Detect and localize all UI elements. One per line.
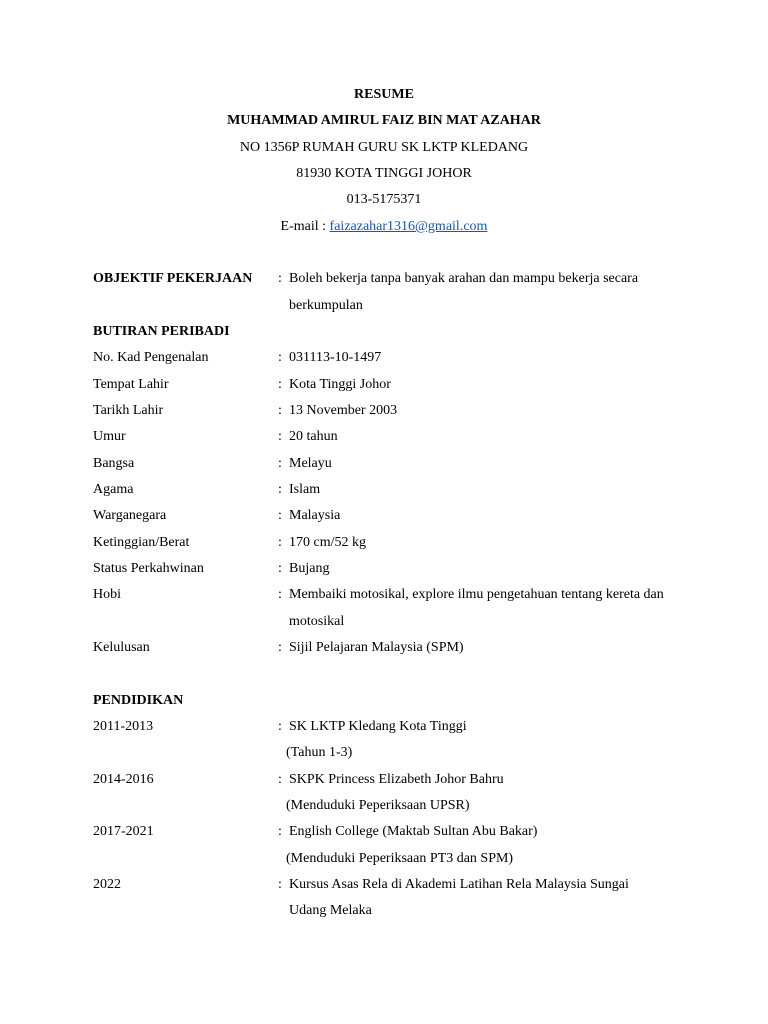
detail-value: 20 tahun bbox=[289, 429, 338, 444]
education-note-row bbox=[0, 902, 768, 920]
colon: : bbox=[278, 403, 282, 418]
detail-row bbox=[0, 349, 768, 367]
colon: : bbox=[278, 482, 282, 497]
education-row bbox=[0, 823, 768, 841]
education-school: Kursus Asas Rela di Akademi Latihan Rela Malaysia Sungai bbox=[289, 877, 629, 892]
email-line bbox=[0, 218, 768, 236]
education-school: SKPK Princess Elizabeth Johor Bahru bbox=[289, 772, 504, 787]
detail-value: 13 November 2003 bbox=[289, 403, 398, 418]
hobby-row-cont bbox=[0, 613, 768, 631]
hobby-text-line-1: Membaiki motosikal, explore ilmu pengetahuan tentang kereta dan bbox=[289, 587, 664, 602]
phone-number: 013-5175371 bbox=[346, 192, 422, 207]
education-note-row bbox=[0, 850, 768, 868]
colon: : bbox=[278, 587, 282, 602]
detail-label: Status Perkahwinan bbox=[93, 561, 204, 576]
colon: : bbox=[278, 508, 282, 523]
qualification-value: Sijil Pelajaran Malaysia (SPM) bbox=[289, 640, 464, 655]
personal-heading: BUTIRAN PERIBADI bbox=[93, 324, 230, 339]
colon: : bbox=[278, 271, 282, 286]
hobby-label: Hobi bbox=[93, 587, 121, 602]
detail-row bbox=[0, 402, 768, 420]
personal-heading-row bbox=[0, 323, 768, 341]
detail-label: Ketinggian/Berat bbox=[93, 535, 190, 550]
detail-value: 170 cm/52 kg bbox=[289, 535, 366, 550]
objective-text-line-1: Boleh bekerja tanpa banyak arahan dan mampu bekerja secara bbox=[289, 271, 639, 286]
education-row bbox=[0, 876, 768, 894]
education-note: (Menduduki Peperiksaan UPSR) bbox=[286, 798, 470, 813]
detail-row bbox=[0, 455, 768, 473]
colon: : bbox=[278, 429, 282, 444]
colon: : bbox=[278, 377, 282, 392]
detail-label: Warganegara bbox=[93, 508, 167, 523]
objective-row-cont bbox=[0, 297, 768, 315]
colon: : bbox=[278, 719, 282, 734]
education-years: 2014-2016 bbox=[93, 772, 154, 787]
colon: : bbox=[278, 640, 282, 655]
detail-row bbox=[0, 481, 768, 499]
detail-row bbox=[0, 428, 768, 446]
colon: : bbox=[278, 824, 282, 839]
education-note-row bbox=[0, 797, 768, 815]
colon: : bbox=[278, 535, 282, 550]
detail-label: No. Kad Pengenalan bbox=[93, 350, 209, 365]
detail-label: Tarikh Lahir bbox=[93, 403, 164, 418]
education-note-row bbox=[0, 744, 768, 762]
objective-heading: OBJEKTIF PEKERJAAN bbox=[93, 271, 253, 286]
education-heading-row bbox=[0, 692, 768, 710]
colon: : bbox=[278, 877, 282, 892]
full-name: MUHAMMAD AMIRUL FAIZ BIN MAT AZAHAR bbox=[227, 113, 541, 128]
education-row bbox=[0, 771, 768, 789]
detail-value: Kota Tinggi Johor bbox=[289, 377, 391, 392]
detail-label: Bangsa bbox=[93, 456, 135, 471]
detail-label: Tempat Lahir bbox=[93, 377, 169, 392]
education-row bbox=[0, 718, 768, 736]
address-line-1: NO 1356P RUMAH GURU SK LKTP KLEDANG bbox=[239, 140, 529, 155]
detail-value: Melayu bbox=[289, 456, 332, 471]
detail-value: Islam bbox=[289, 482, 321, 497]
detail-value: Malaysia bbox=[289, 508, 341, 523]
colon: : bbox=[278, 561, 282, 576]
detail-row bbox=[0, 534, 768, 552]
hobby-text-line-2: motosikal bbox=[289, 614, 345, 629]
detail-row bbox=[0, 560, 768, 578]
qualification-row bbox=[0, 639, 768, 657]
education-note: (Menduduki Peperiksaan PT3 dan SPM) bbox=[286, 851, 514, 866]
colon: : bbox=[278, 350, 282, 365]
education-years: 2017-2021 bbox=[93, 824, 154, 839]
address-line-2: 81930 KOTA TINGGI JOHOR bbox=[296, 166, 472, 181]
education-heading: PENDIDIKAN bbox=[93, 693, 184, 708]
colon: : bbox=[278, 456, 282, 471]
email-link[interactable]: faizazahar1316@gmail.com bbox=[329, 219, 488, 234]
detail-value: 031113-10-1497 bbox=[289, 350, 382, 365]
resume-title: RESUME bbox=[354, 87, 414, 102]
education-school: SK LKTP Kledang Kota Tinggi bbox=[289, 719, 467, 734]
email-label: E-mail : bbox=[280, 219, 330, 234]
colon: : bbox=[278, 772, 282, 787]
education-school: English College (Maktab Sultan Abu Bakar) bbox=[289, 824, 538, 839]
education-note: Udang Melaka bbox=[289, 903, 372, 918]
detail-row bbox=[0, 507, 768, 525]
hobby-row bbox=[0, 586, 768, 604]
detail-label: Agama bbox=[93, 482, 134, 497]
detail-label: Umur bbox=[93, 429, 126, 444]
objective-row bbox=[0, 270, 768, 288]
education-years: 2022 bbox=[93, 877, 121, 892]
education-years: 2011-2013 bbox=[93, 719, 154, 734]
detail-row bbox=[0, 376, 768, 394]
detail-value: Bujang bbox=[289, 561, 330, 576]
qualification-label: Kelulusan bbox=[93, 640, 150, 655]
education-note: (Tahun 1-3) bbox=[286, 745, 353, 760]
objective-text-line-2: berkumpulan bbox=[289, 298, 363, 313]
